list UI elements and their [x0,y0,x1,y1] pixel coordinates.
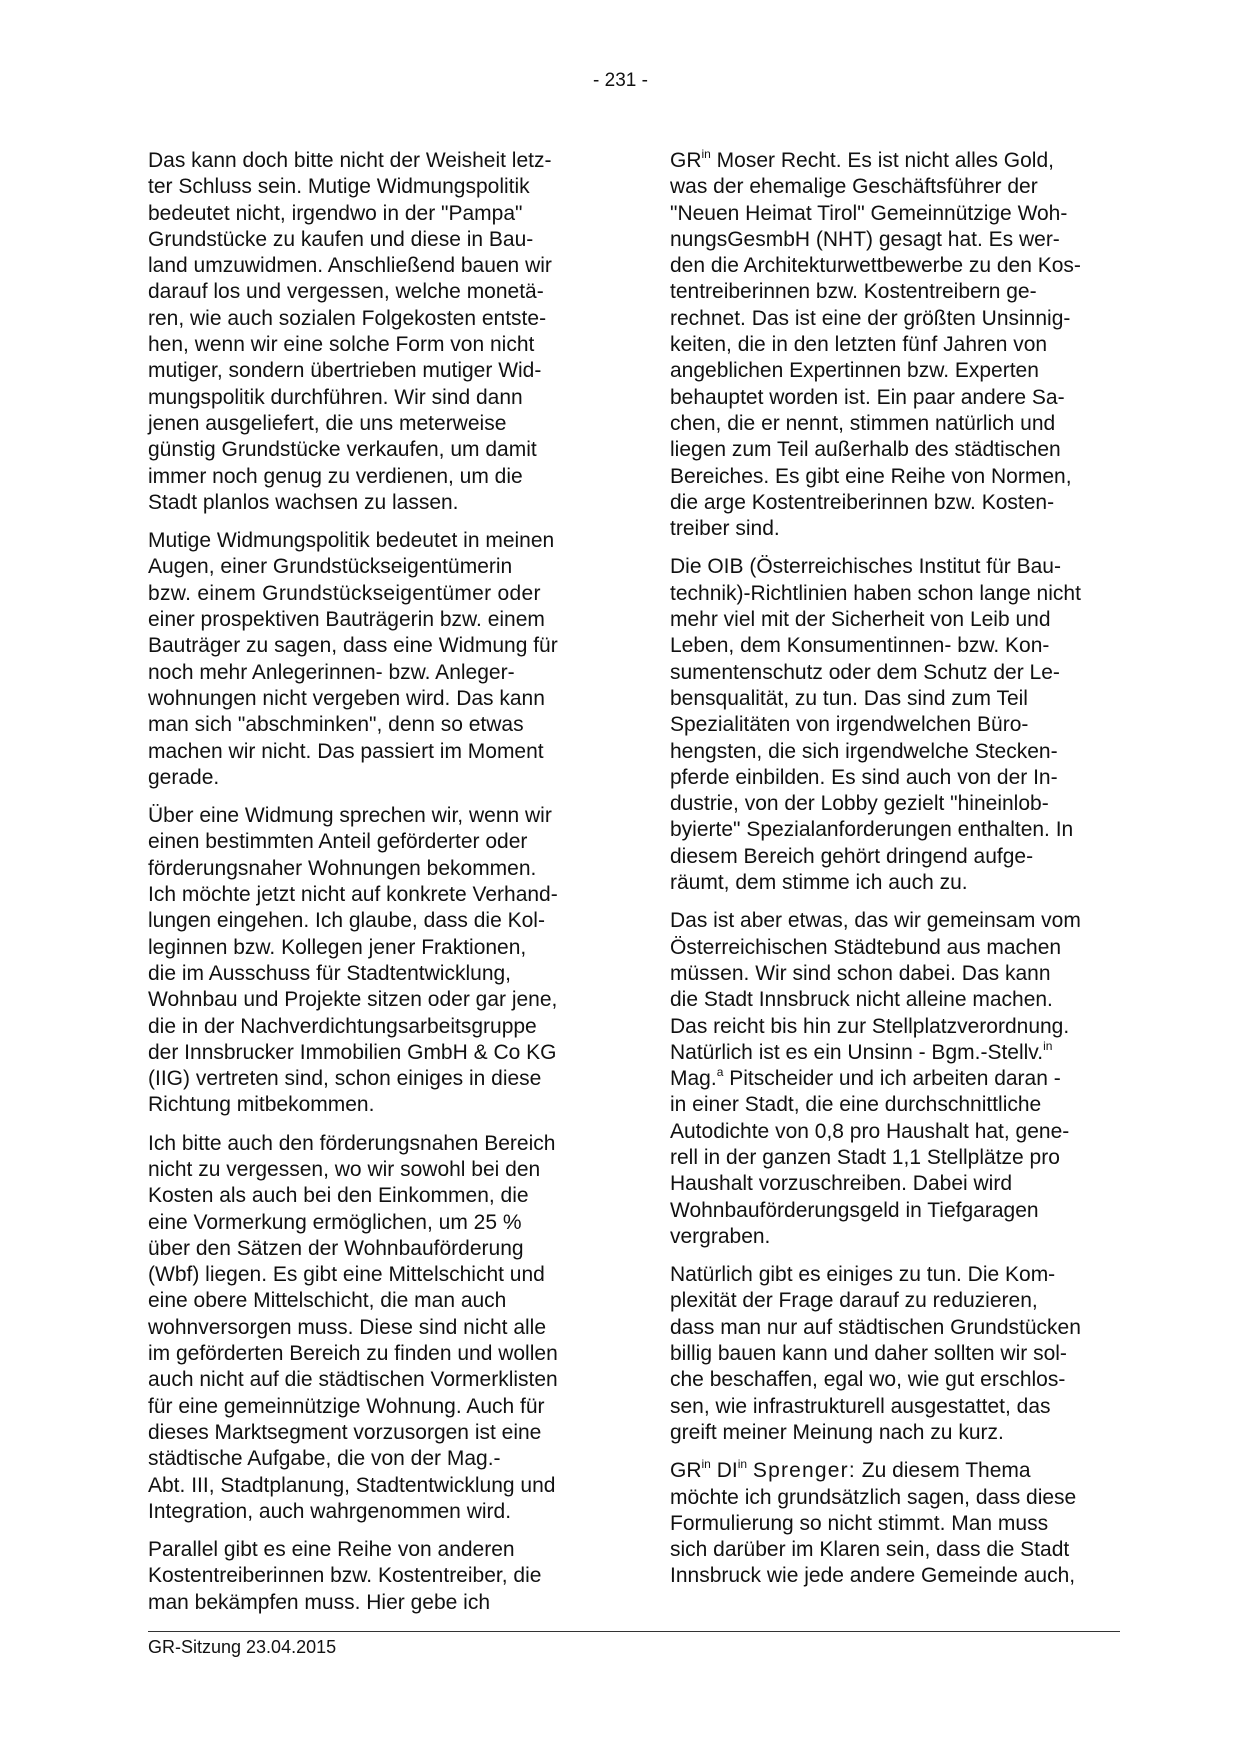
text-line: Innsbruck wie jede andere Gemeinde auch, [670,1564,1076,1588]
text-fragment: Mag. [670,1067,717,1091]
speaker-superscript: in [701,1457,711,1472]
text-line: immer noch genug zu verdienen, um die [148,464,523,488]
text-line: byierte" Spezialanforderungen enthalten. In [670,818,1074,842]
text-line: ter Schluss sein. Mutige Widmungspolitik [148,175,530,199]
speaker-prefix: GR [670,149,702,172]
text-line: noch mehr Anlegerinnen- bzw. Anleger- [148,660,515,684]
text-line: Das reicht bis hin zur Stellplatzverordnung. [670,1014,1070,1038]
text-line: mutiger, sondern übertrieben mutiger Wid- [148,359,542,383]
text-line: greift meiner Meinung nach zu kurz. [670,1420,1004,1444]
text-line: günstig Grundstücke verkaufen, um damit [148,438,537,462]
paragraph [670,148,1130,542]
text-line: sich darüber im Klaren sein, dass die Stadt [670,1538,1070,1562]
text-line: sen, wie infrastrukturell ausgestattet, das [670,1394,1051,1418]
text-line: die im Ausschuss für Stadtentwicklung, [148,961,512,985]
text-line: Autodichte von 0,8 pro Haushalt hat, gene- [670,1119,1070,1143]
text-line: tentreiberinnen bzw. Kostentreibern ge- [670,280,1037,304]
text-line: Abt. III, Stadtplanung, Stadtentwicklung und [148,1473,556,1497]
text-line: (IIG) vertreten sind, schon einiges in diese [148,1067,542,1091]
text-line: "Neuen Heimat Tirol" Gemeinnützige Woh- [670,201,1068,225]
text-line: land umzuwidmen. Anschließend bauen wir [148,254,552,278]
paragraph [148,1537,608,1616]
text-line: die Stadt Innsbruck nicht alleine machen. [670,988,1053,1012]
text-line: keiten, die in den letzten fünf Jahren von [670,333,1048,357]
text-line: darauf los und vergessen, welche monetä- [148,280,544,304]
text-fragment: Natürlich ist es ein Unsinn - Bgm.-Stellv. [670,1040,1044,1064]
text-line [670,1040,1130,1066]
text-line: Grundstücke zu kaufen und diese in Bau- [148,227,534,251]
text-line: wohnversorgen muss. Diese sind nicht alle [148,1315,547,1339]
text-line: Österreichischen Städtebund aus machen [670,935,1062,959]
text-line: pferde einbilden. Es sind auch von der In- [670,765,1058,789]
text-line: diesem Bereich gehört dringend aufge- [670,844,1034,868]
text-line: (Wbf) liegen. Es gibt eine Mittelschicht und [148,1263,545,1287]
paragraph [670,1458,1130,1589]
right-column [670,148,1130,1602]
text-line: Ich bitte auch den förderungsnahen Bereich [148,1131,556,1155]
text-line: räumt, dem stimme ich auch zu. [670,871,968,895]
footer-rule [148,1631,1120,1632]
text-line: wohnungen nicht vergeben wird. Das kann [148,686,545,710]
speaker-title-superscript: in [737,1457,748,1472]
text-line: Wohnbauförderungsgeld in Tiefgaragen [670,1198,1039,1222]
text-line: Mutige Widmungspolitik bedeutet in meinen [148,529,555,553]
text-line: Augen, einer Grundstückseigentümerin [148,555,513,579]
text-line: die arge Kostentreiberinnen bzw. Kosten- [670,490,1055,514]
text-line: billig bauen kann und daher sollten wir sol- [670,1342,1067,1366]
text-line: machen wir nicht. Das passiert im Moment [148,739,544,763]
text-line: Bereiches. Es gibt eine Reihe von Normen, [670,464,1072,488]
text-line: Stadt planlos wachsen zu lassen. [148,490,459,514]
paragraph [670,554,1130,896]
text-line: lungen eingehen. Ich glaube, dass die Kol- [148,909,545,933]
text-line: den die Architekturwettbewerbe zu den Kos- [670,254,1081,278]
text-line: hen, wenn wir eine solche Form von nicht [148,333,535,357]
text-line: eine Vormerkung ermöglichen, um 25 % [148,1210,522,1234]
text-line: Integration, auch wahrgenommen wird. [148,1499,512,1523]
text-line: chen, die er nennt, stimmen natürlich und [670,411,1056,435]
paragraph [148,148,608,516]
text-line: Spezialitäten von irgendwelchen Büro- [670,713,1029,737]
text-line: mungspolitik durchführen. Wir sind dann [148,385,523,409]
text-line: Ich möchte jetzt nicht auf konkrete Verhand- [148,883,558,907]
text-line: für eine gemeinnützige Wohnung. Auch für [148,1394,545,1418]
text-fragment: Zu diesem Thema [855,1459,1031,1483]
text-line: nungsGesmbH (NHT) gesagt hat. Es wer- [670,227,1060,251]
text-line: bensqualität, zu tun. Das sind zum Teil [670,686,1028,710]
text-line: angeblichen Expertinnen bzw. Experten [670,359,1039,383]
text-line: leginnen bzw. Kollegen jener Fraktionen, [148,935,527,959]
text-line: Haushalt vorzuschreiben. Dabei wird [670,1172,1012,1196]
text-line: die in der Nachverdichtungsarbeitsgruppe [148,1014,537,1038]
text-line: möchte ich grundsätzlich sagen, dass diese [670,1485,1077,1509]
speaker-name: Sprenger: [752,1459,856,1483]
text-line: Kosten als auch bei den Einkommen, die [148,1184,529,1208]
text-line [670,1458,1130,1484]
text-line: man bekämpfen muss. Hier gebe ich [148,1590,490,1614]
text-line: auch nicht auf die städtischen Vormerklisten [148,1368,558,1392]
text-line: Wohnbau und Projekte sitzen oder gar jene, [148,988,558,1012]
text-line: Das ist aber etwas, das wir gemeinsam vom [670,909,1081,933]
text-line: Natürlich gibt es einiges zu tun. Die Kom- [670,1263,1056,1287]
text-line: über den Sätzen der Wohnbauförderung [148,1236,524,1260]
text-line: Parallel gibt es eine Reihe von anderen [148,1538,515,1562]
text-line: müssen. Wir sind schon dabei. Das kann [670,961,1051,985]
footer-text: GR-Sitzung 23.04.2015 [148,1637,337,1657]
text-line: Über eine Widmung sprechen wir, wenn wir [148,804,552,828]
text-line: Kostentreiberinnen bzw. Kostentreiber, die [148,1564,542,1588]
text-line: im geförderten Bereich zu finden und wollen [148,1342,558,1366]
text-line: dass man nur auf städtischen Grundstücken [670,1315,1081,1339]
paragraph [670,1262,1130,1446]
text-line: treiber sind. [670,517,780,541]
text-line: vergraben. [670,1224,771,1248]
text-line: dustrie, von der Lobby gezielt "hineinlob- [670,792,1049,816]
text-line: gerade. [148,765,220,789]
text-line: der Innsbrucker Immobilien GmbH & Co KG [148,1040,557,1064]
text-line: in einer Stadt, die eine durchschnittliche [670,1093,1042,1117]
text-fragment: Pitscheider und ich arbeiten daran - [723,1067,1061,1091]
text-line: Leben, dem Konsumentinnen- bzw. Kon- [670,634,1050,658]
text-line: nicht zu vergessen, wo wir sowohl bei den [148,1157,541,1181]
text-line: förderungsnaher Wohnungen bekommen. [148,856,537,880]
text-line: technik)-Richtlinien haben schon lange nicht [670,581,1081,605]
text-line [670,1066,1130,1092]
text-line: mehr viel mit der Sicherheit von Leib und [670,608,1051,632]
text-line: bzw. einem Grundstückseigentümer oder [148,581,541,605]
text-line: was der ehemalige Geschäftsführer der [670,175,1038,199]
text-line: plexität der Frage darauf zu reduzieren, [670,1289,1038,1313]
text-line: man sich "abschminken", denn so etwas [148,713,524,737]
text-line: eine obere Mittelschicht, die man auch [148,1289,507,1313]
text-line: Formulierung so nicht stimmt. Man muss [670,1511,1049,1535]
left-column [148,148,608,1628]
speaker-superscript: in [701,147,711,161]
speaker-prefix: GR [670,1459,702,1483]
superscript: a [716,1065,724,1080]
paragraph [148,1131,608,1525]
text-line: Bauträger zu sagen, dass eine Widmung für [148,634,558,658]
superscript: in [1043,1038,1053,1053]
speaker-title: DI [716,1459,738,1483]
text-line: rell in der ganzen Stadt 1,1 Stellplätze pro [670,1145,1060,1169]
text-line: che beschaffen, egal wo, wie gut erschlos- [670,1368,1066,1392]
paragraph [148,528,608,791]
text-line: bedeutet nicht, irgendwo in der "Pampa" [148,201,523,225]
text-line: behauptet worden ist. Ein paar andere Sa- [670,385,1065,409]
paragraph [670,908,1130,1250]
text-fragment: Moser Recht. Es ist nicht alles Gold, [710,149,1054,172]
text-line [670,148,1130,174]
text-line: Das kann doch bitte nicht der Weisheit letz- [148,149,552,172]
text-line: ren, wie auch sozialen Folgekosten entste- [148,306,547,330]
text-line: Richtung mitbekommen. [148,1093,375,1117]
page-number: - 231 - [593,70,648,91]
text-line: hengsten, die sich irgendwelche Stecken- [670,739,1058,763]
text-line: liegen zum Teil außerhalb des städtischen [670,438,1061,462]
text-line: jenen ausgeliefert, die uns meterweise [148,411,507,435]
text-line: Die OIB (Österreichisches Institut für Bau- [670,555,1061,579]
text-line: einen bestimmten Anteil geförderter oder [148,830,528,854]
text-line: sumentenschutz oder dem Schutz der Le- [670,660,1060,684]
paragraph [148,803,608,1119]
text-line: dieses Marktsegment vorzusorgen ist eine [148,1420,542,1444]
text-line: rechnet. Das ist eine der größten Unsinnig- [670,306,1071,330]
text-line: einer prospektiven Bauträgerin bzw. einem [148,608,545,632]
text-line: städtische Aufgabe, die von der Mag.- [148,1447,501,1471]
